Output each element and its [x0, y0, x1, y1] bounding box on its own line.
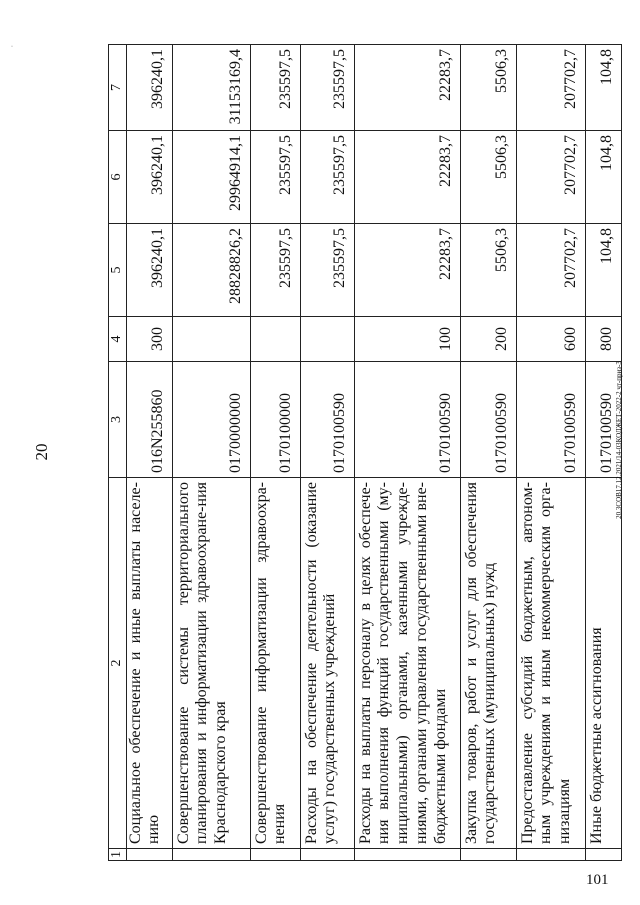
table-row — [516, 45, 585, 861]
row-value-col7: 22283,7 — [354, 45, 460, 131]
row-value-col5: 207702,7 — [516, 224, 585, 317]
budget-table-container — [108, 45, 615, 861]
budget-table — [108, 44, 622, 861]
column-header: 3 — [109, 362, 127, 478]
row-value-col7: 396240,1 — [126, 45, 172, 131]
row-expense-type: 200 — [460, 317, 516, 362]
row-value-col7: 235597,5 — [300, 45, 354, 131]
row-name: Совершенствование системы территориального планирования и информатизации здравоохране-ния Краснодарского края — [172, 478, 250, 849]
document-code: 20.3СОВ17.12.2021/14-0ЗКОДЖЕТ-2022-2 чт-приз-3 — [615, 361, 623, 519]
row-value-col6: 207702,7 — [516, 131, 585, 224]
page-number-top: 20 — [32, 443, 51, 461]
row-expense-type — [300, 317, 354, 362]
row-code: 0170000000 — [172, 362, 250, 478]
row-expense-type — [172, 317, 250, 362]
row-expense-type — [250, 317, 300, 362]
row-value-col6: 29964914,1 — [172, 131, 250, 224]
row-code: 0170100590 — [354, 362, 460, 478]
table-row — [460, 45, 516, 861]
row-value-col7: 207702,7 — [516, 45, 585, 131]
page-number-bottom: 101 — [586, 872, 609, 888]
row-marker-cell — [354, 849, 460, 861]
row-value-col5: 235597,5 — [250, 224, 300, 317]
table-row — [250, 45, 300, 861]
row-code: 016N255860 — [126, 362, 172, 478]
row-expense-type: 100 — [354, 317, 460, 362]
row-value-col7: 5506,3 — [460, 45, 516, 131]
row-value-col5: 396240,1 — [126, 224, 172, 317]
row-expense-type: 300 — [126, 317, 172, 362]
row-name: Расходы на обеспечение деятельности (оказание услуг) государственных учреждений — [300, 478, 354, 849]
row-marker-cell — [516, 849, 585, 861]
column-header: 2 — [109, 478, 127, 849]
row-expense-type: 600 — [516, 317, 585, 362]
row-value-col5: 235597,5 — [300, 224, 354, 317]
column-header: 7 — [109, 45, 127, 131]
row-value-col6: 235597,5 — [300, 131, 354, 224]
row-value-col5: 104,8 — [585, 224, 621, 317]
row-code: 0170100590 — [585, 362, 621, 478]
row-value-col5: 28828826,2 — [172, 224, 250, 317]
row-code: 0170100590 — [460, 362, 516, 478]
table-row — [354, 45, 460, 861]
table-header-row — [109, 45, 127, 861]
column-header: 4 — [109, 317, 127, 362]
row-value-col6: 5506,3 — [460, 131, 516, 224]
row-code: 0170100000 — [250, 362, 300, 478]
row-marker-cell — [585, 849, 621, 861]
table-row — [300, 45, 354, 861]
row-expense-type: 800 — [585, 317, 621, 362]
row-value-col7: 235597,5 — [250, 45, 300, 131]
column-header: 1 — [109, 849, 127, 861]
scan-mark: · — [11, 44, 13, 50]
row-value-col5: 22283,7 — [354, 224, 460, 317]
row-marker-cell — [300, 849, 354, 861]
row-value-col6: 396240,1 — [126, 131, 172, 224]
row-name: Социальное обеспечение и иные выплаты населе-нию — [126, 478, 172, 849]
row-marker-cell — [172, 849, 250, 861]
table-row — [126, 45, 172, 861]
row-name: Предоставление субсидий бюджетным, автоном-ным учреждениям и иным некоммерческим орга-низациям — [516, 478, 585, 849]
row-code: 0170100590 — [516, 362, 585, 478]
row-value-col6: 104,8 — [585, 131, 621, 224]
row-marker-cell — [126, 849, 172, 861]
row-name: Расходы на выплаты персоналу в целях обеспече-ния выполнения функций государственными (му-ниципальными) органами, казенными учрежде-ниями, органами управления государственными вне-бюджетными фондами — [354, 478, 460, 849]
row-name: Иные бюджетные ассигнования — [585, 478, 621, 849]
row-marker-cell — [250, 849, 300, 861]
table-row — [172, 45, 250, 861]
row-name: Закупка товаров, работ и услуг для обеспечения государственных (муниципальных) нужд — [460, 478, 516, 849]
row-name: Совершенствование информатизации здравоохра-нения — [250, 478, 300, 849]
row-value-col7: 104,8 — [585, 45, 621, 131]
row-marker-cell — [460, 849, 516, 861]
row-code: 0170100590 — [300, 362, 354, 478]
column-header: 6 — [109, 131, 127, 224]
row-value-col7: 31153169,4 — [172, 45, 250, 131]
row-value-col6: 22283,7 — [354, 131, 460, 224]
row-value-col6: 235597,5 — [250, 131, 300, 224]
row-value-col5: 5506,3 — [460, 224, 516, 317]
column-header: 5 — [109, 224, 127, 317]
